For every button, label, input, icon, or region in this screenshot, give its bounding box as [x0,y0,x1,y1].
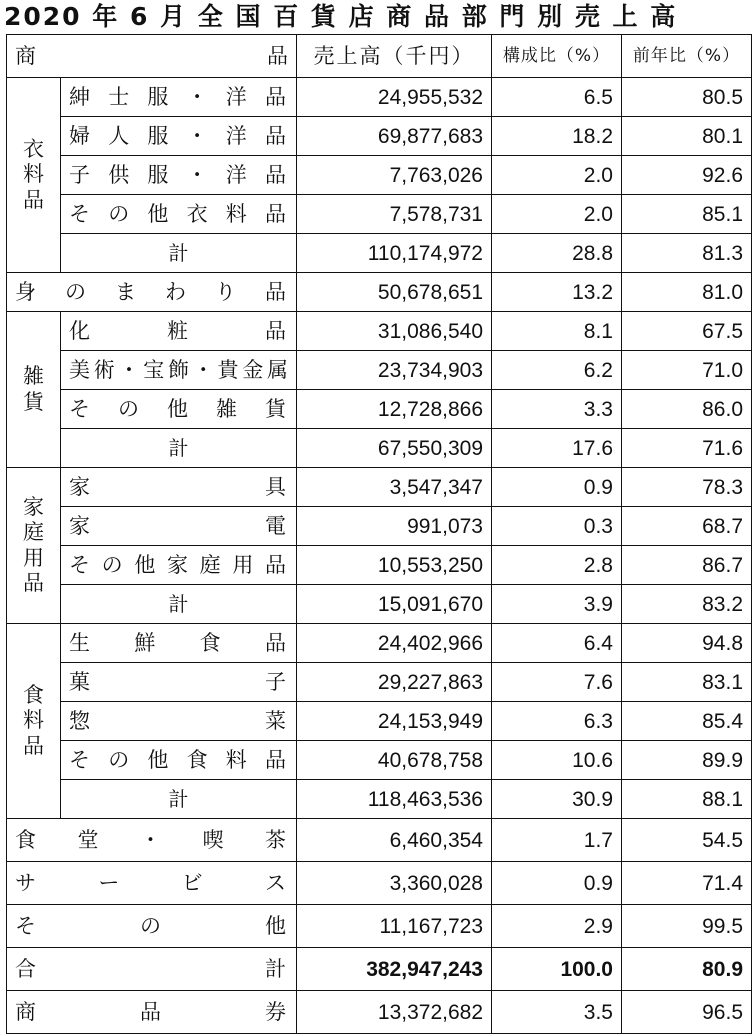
total-label: 合計 [7,948,297,991]
table-row [7,819,752,862]
yoy-value: 86.0 [622,390,752,429]
yoy-value: 80.9 [622,948,752,991]
share-value: 18.2 [492,117,622,156]
yoy-value: 71.0 [622,351,752,390]
share-value: 3.3 [492,390,622,429]
sales-table [6,34,752,1034]
sales-value: 24,402,966 [297,624,492,663]
table-row [7,195,752,234]
sales-value: 382,947,243 [297,948,492,991]
header-share: 構成比（%） [492,35,622,78]
yoy-value: 96.5 [622,991,752,1034]
sales-value: 110,174,972 [297,234,492,273]
sales-value: 67,550,309 [297,429,492,468]
subtotal-label: 計 [61,234,297,273]
yoy-value: 83.2 [622,585,752,624]
item-name: 菓子 [61,663,297,702]
share-value: 2.0 [492,195,622,234]
yoy-value: 92.6 [622,156,752,195]
table-row [7,117,752,156]
share-value: 10.6 [492,741,622,780]
table-row [7,156,752,195]
category-food: 食 料 品 [7,624,61,819]
item-name: 生鮮食品 [61,624,297,663]
item-name: 美術・宝飾・貴金属 [61,351,297,390]
subtotal-row [7,585,752,624]
share-value: 28.8 [492,234,622,273]
yoy-value: 78.3 [622,468,752,507]
share-value: 3.9 [492,585,622,624]
table-row [7,390,752,429]
sales-value: 24,955,532 [297,78,492,117]
item-name: 紳士服・洋品 [61,78,297,117]
share-value: 0.3 [492,507,622,546]
subtotal-row [7,780,752,819]
header-item [7,35,297,78]
table-row [7,702,752,741]
sales-value: 7,578,731 [297,195,492,234]
table-row [7,905,752,948]
item-name: サービス [7,862,297,905]
item-name: 惣菜 [61,702,297,741]
item-name: 婦人服・洋品 [61,117,297,156]
yoy-value: 99.5 [622,905,752,948]
share-value: 8.1 [492,312,622,351]
sales-value: 12,728,866 [297,390,492,429]
share-value: 0.9 [492,468,622,507]
subtotal-row [7,234,752,273]
item-name: 化粧品 [61,312,297,351]
total-row [7,948,752,991]
table-row [7,624,752,663]
yoy-value: 67.5 [622,312,752,351]
sales-value: 11,167,723 [297,905,492,948]
sales-value: 7,763,026 [297,156,492,195]
category-goods: 雑 貨 [7,312,61,468]
yoy-value: 94.8 [622,624,752,663]
sales-value: 10,553,250 [297,546,492,585]
share-value: 2.0 [492,156,622,195]
sales-value: 15,091,670 [297,585,492,624]
sales-value: 118,463,536 [297,780,492,819]
subtotal-label: 計 [61,585,297,624]
item-name: 家電 [61,507,297,546]
yoy-value: 71.4 [622,862,752,905]
yoy-value: 85.1 [622,195,752,234]
item-name: その他 [7,905,297,948]
sales-value: 24,153,949 [297,702,492,741]
item-name: 子供服・洋品 [61,156,297,195]
subtotal-label: 計 [61,780,297,819]
page-title: 2020 年 6 月 全 国 百 貨 店 商 品 部 門 別 売 上 高 [4,2,678,31]
item-name: その他衣料品 [61,195,297,234]
category-clothing: 衣 料 品 [7,78,61,273]
sales-value: 40,678,758 [297,741,492,780]
item-name: その他雑貨 [61,390,297,429]
sales-value: 31,086,540 [297,312,492,351]
table-row [7,507,752,546]
share-value: 13.2 [492,273,622,312]
share-value: 1.7 [492,819,622,862]
share-value: 7.6 [492,663,622,702]
share-value: 6.5 [492,78,622,117]
sales-value: 6,460,354 [297,819,492,862]
item-name: その他食料品 [61,741,297,780]
share-value: 100.0 [492,948,622,991]
table-row [7,991,752,1034]
header-row [7,35,752,78]
item-name: 商品券 [7,991,297,1034]
yoy-value: 80.1 [622,117,752,156]
share-value: 0.9 [492,862,622,905]
yoy-value: 88.1 [622,780,752,819]
yoy-value: 80.5 [622,78,752,117]
yoy-value: 83.1 [622,663,752,702]
sales-value: 50,678,651 [297,273,492,312]
subtotal-row [7,429,752,468]
table-row [7,663,752,702]
share-value: 17.6 [492,429,622,468]
sales-value: 3,360,028 [297,862,492,905]
share-value: 6.4 [492,624,622,663]
table-row [7,312,752,351]
table-row [7,862,752,905]
yoy-value: 81.3 [622,234,752,273]
sales-value: 69,877,683 [297,117,492,156]
yoy-value: 89.9 [622,741,752,780]
header-item-b: 品 [267,43,288,68]
header-item-a: 商 [15,43,36,68]
table-row [7,273,752,312]
yoy-value: 71.6 [622,429,752,468]
item-name: その他家庭用品 [61,546,297,585]
header-sales: 売上高（千円） [297,35,492,78]
table-row [7,741,752,780]
table-row [7,78,752,117]
share-value: 6.2 [492,351,622,390]
yoy-value: 86.7 [622,546,752,585]
item-name: 家具 [61,468,297,507]
share-value: 2.8 [492,546,622,585]
sales-value: 23,734,903 [297,351,492,390]
share-value: 6.3 [492,702,622,741]
header-yoy: 前年比（%） [622,35,752,78]
share-value: 30.9 [492,780,622,819]
share-value: 2.9 [492,905,622,948]
sales-value: 13,372,682 [297,991,492,1034]
sales-value: 991,073 [297,507,492,546]
table-row [7,468,752,507]
table-row [7,546,752,585]
item-name: 食堂・喫茶 [7,819,297,862]
yoy-value: 85.4 [622,702,752,741]
share-value: 3.5 [492,991,622,1034]
yoy-value: 68.7 [622,507,752,546]
yoy-value: 81.0 [622,273,752,312]
category-household: 家 庭 用 品 [7,468,61,624]
subtotal-label: 計 [61,429,297,468]
item-name: 身のまわり品 [7,273,297,312]
yoy-value: 54.5 [622,819,752,862]
sales-value: 29,227,863 [297,663,492,702]
sales-value: 3,547,347 [297,468,492,507]
table-row [7,351,752,390]
